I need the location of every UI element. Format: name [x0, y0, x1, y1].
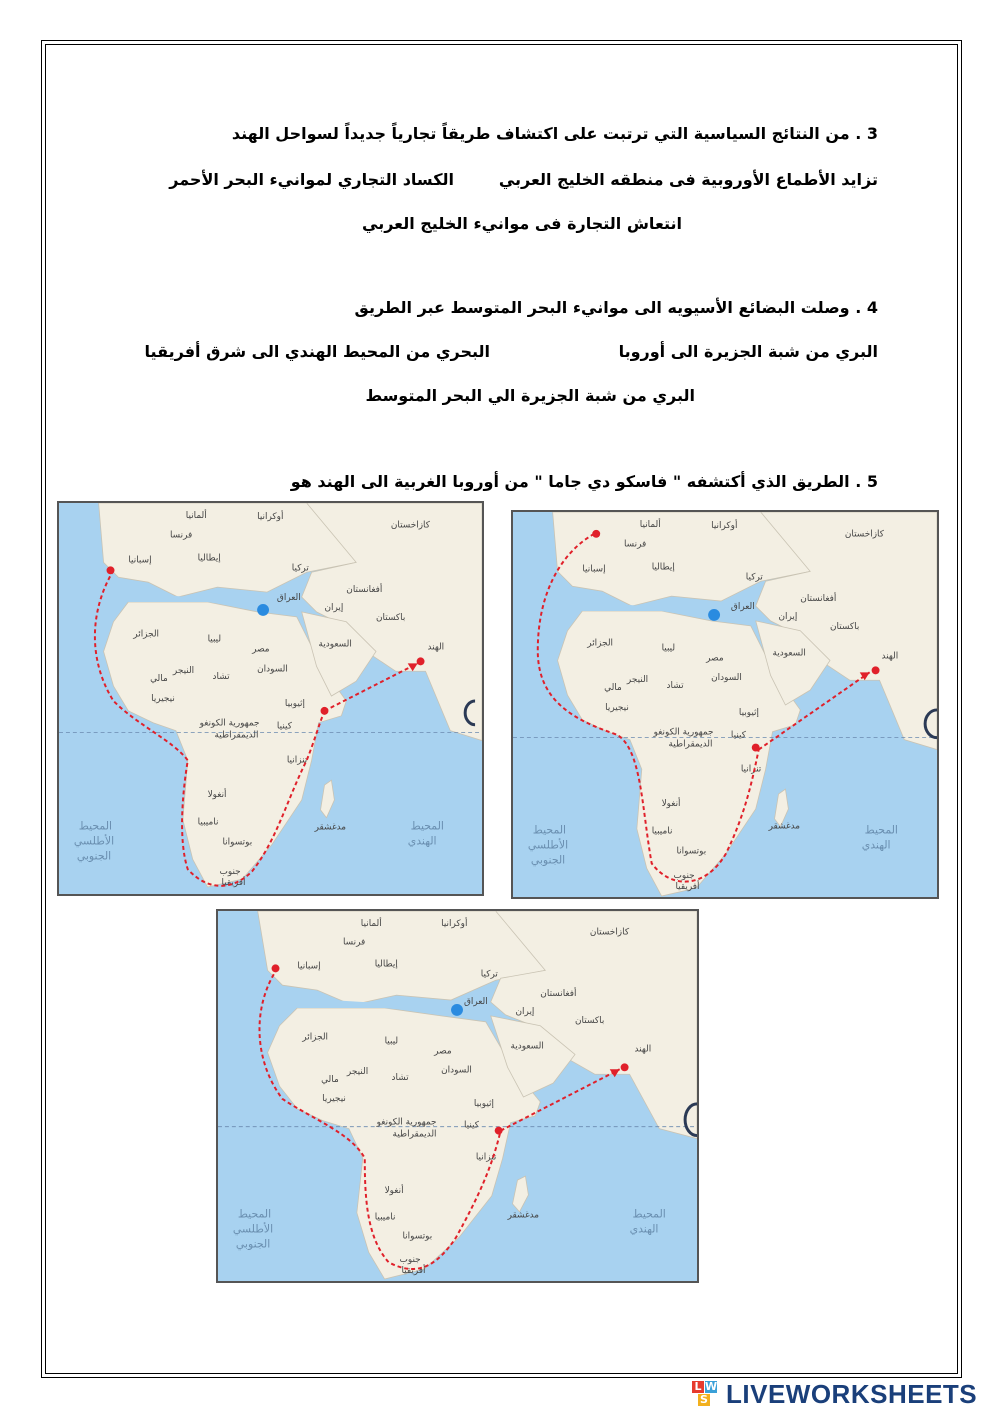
question-4: [355, 298, 878, 317]
svg-text:المحيط: المحيط: [532, 823, 567, 837]
svg-text:المحيط: المحيط: [237, 1207, 272, 1221]
svg-text:أنغولا: أنغولا: [207, 789, 227, 800]
svg-text:السودان: السودان: [711, 673, 742, 684]
svg-text:كينيا: كينيا: [276, 721, 292, 732]
svg-text:الجنوبي: الجنوبي: [235, 1237, 271, 1251]
svg-text:السودان: السودان: [257, 664, 288, 675]
svg-text:جمهورية الكونغو: جمهورية الكونغو: [199, 718, 260, 729]
logo-letter-s: S: [698, 1394, 710, 1406]
svg-text:الجزائر: الجزائر: [587, 638, 614, 649]
logo-letter-l: L: [692, 1381, 704, 1393]
svg-text:تنزانيا: تنزانيا: [740, 764, 762, 775]
svg-text:مدغشقر: مدغشقر: [768, 821, 801, 832]
svg-text:أفغانستان: أفغانستان: [346, 585, 383, 596]
svg-text:الهند: الهند: [634, 1044, 652, 1055]
svg-text:إيران: إيران: [324, 602, 344, 613]
q3-option-1[interactable]: تزايد الأطماع الأوروبية فى منطقه الخليج العربي: [498, 170, 878, 189]
route-map-option-3[interactable]: [216, 909, 699, 1283]
svg-text:تركيا: تركيا: [480, 969, 498, 980]
svg-text:الهندي: الهندي: [629, 1222, 659, 1236]
svg-text:إيران: إيران: [515, 1006, 535, 1017]
svg-text:مصر: مصر: [252, 644, 270, 655]
svg-text:الجنوبي: الجنوبي: [76, 849, 112, 863]
svg-text:المحيط: المحيط: [632, 1207, 666, 1221]
svg-text:إيطاليا: إيطاليا: [197, 553, 221, 564]
question-4-text: وصلت البضائع الأسيويه الى موانيء البحر المتوسط عبر الطريق: [354, 298, 850, 317]
svg-text:مالي: مالي: [604, 683, 622, 694]
svg-text:إسبانيا: إسبانيا: [297, 961, 321, 972]
svg-text:فرنسا: فرنسا: [623, 539, 647, 550]
svg-text:أفغانستان: أفغانستان: [800, 594, 837, 605]
question-4-number: 4 .: [855, 298, 878, 317]
svg-text:ناميبيا: ناميبيا: [374, 1212, 396, 1223]
svg-text:تنزانيا: تنزانيا: [475, 1152, 497, 1163]
svg-text:الأطلسي: الأطلسي: [73, 834, 115, 848]
svg-text:فرنسا: فرنسا: [169, 530, 193, 541]
svg-text:أنغولا: أنغولا: [384, 1185, 404, 1196]
q4-option-3[interactable]: البري من شبة الجزيرة الي البحر المتوسط: [365, 386, 695, 405]
svg-text:كينيا: كينيا: [463, 1120, 479, 1131]
svg-text:أوكرانيا: أوكرانيا: [441, 918, 468, 929]
question-5-number: 5 .: [855, 472, 878, 491]
svg-text:فرنسا: فرنسا: [342, 937, 366, 948]
svg-text:بوتسوانا: بوتسوانا: [676, 846, 707, 857]
svg-text:الأطلسي: الأطلسي: [527, 838, 569, 852]
svg-text:كازاخستان: كازاخستان: [589, 927, 630, 938]
svg-text:الهند: الهند: [427, 642, 445, 653]
svg-text:ناميبيا: ناميبيا: [651, 826, 673, 837]
logo-letter-w: W: [705, 1380, 718, 1393]
svg-text:أفريقيا: أفريقيا: [675, 882, 700, 893]
svg-text:ألمانيا: ألمانيا: [360, 918, 382, 929]
svg-text:نيجيريا: نيجيريا: [605, 702, 629, 713]
q3-option-3[interactable]: انتعاش التجارة فى موانيء الخليج العربي: [362, 214, 682, 233]
svg-text:الديمقراطية: الديمقراطية: [668, 739, 713, 750]
svg-text:العراق: العراق: [730, 601, 755, 612]
svg-text:تشاد: تشاد: [666, 681, 684, 692]
svg-text:ألمانيا: ألمانيا: [639, 519, 661, 530]
svg-text:باكستان: باكستان: [376, 612, 406, 623]
svg-text:الديمقراطية: الديمقراطية: [214, 730, 259, 741]
svg-text:إيطاليا: إيطاليا: [651, 562, 675, 573]
question-3-number: 3 .: [855, 124, 878, 143]
svg-text:نيجيريا: نيجيريا: [322, 1093, 346, 1104]
svg-text:بوتسوانا: بوتسوانا: [222, 837, 253, 848]
svg-text:إيطاليا: إيطاليا: [374, 959, 398, 970]
svg-text:أوكرانيا: أوكرانيا: [257, 511, 284, 522]
liveworksheets-wordmark: LIVEWORKSHEETS: [726, 1378, 978, 1409]
svg-text:إثيوبيا: إثيوبيا: [473, 1098, 495, 1109]
svg-text:تركيا: تركيا: [291, 563, 309, 574]
svg-text:النيجر: النيجر: [172, 666, 195, 677]
svg-text:الأطلسي: الأطلسي: [232, 1222, 274, 1236]
svg-text:العراق: العراق: [276, 593, 301, 604]
svg-text:السعودية: السعودية: [318, 639, 352, 650]
svg-text:ليبيا: ليبيا: [661, 643, 676, 654]
svg-text:ألمانيا: ألمانيا: [185, 510, 207, 521]
question-5: [291, 472, 878, 491]
svg-text:النيجر: النيجر: [346, 1067, 369, 1078]
q3-option-2[interactable]: الكساد التجاري لموانيء البحر الأحمر: [169, 170, 454, 189]
svg-text:جمهورية الكونغو: جمهورية الكونغو: [376, 1117, 437, 1128]
svg-text:جنوب: جنوب: [399, 1255, 421, 1266]
svg-text:جنوب: جنوب: [673, 871, 695, 882]
svg-text:الهند: الهند: [881, 651, 899, 662]
route-map-option-2[interactable]: [511, 510, 939, 899]
svg-text:مصر: مصر: [706, 653, 724, 664]
svg-text:السودان: السودان: [441, 1065, 472, 1076]
q4-option-2[interactable]: البحري من المحيط الهندي الى شرق أفريقيا: [144, 342, 490, 361]
svg-text:ناميبيا: ناميبيا: [197, 817, 219, 828]
svg-text:مدغشقر: مدغشقر: [314, 822, 347, 833]
svg-text:كازاخستان: كازاخستان: [844, 529, 885, 540]
svg-text:المحيط: المحيط: [410, 819, 444, 833]
svg-text:المحيط: المحيط: [864, 823, 898, 837]
svg-text:ليبيا: ليبيا: [207, 634, 222, 645]
svg-text:باكستان: باكستان: [830, 621, 860, 632]
liveworksheets-logo-icon: [692, 1381, 722, 1407]
svg-text:مدغشقر: مدغشقر: [507, 1210, 540, 1221]
svg-text:كازاخستان: كازاخستان: [390, 520, 431, 531]
svg-text:الديمقراطية: الديمقراطية: [392, 1129, 437, 1140]
svg-text:الجنوبي: الجنوبي: [530, 853, 566, 867]
svg-text:باكستان: باكستان: [575, 1015, 605, 1026]
svg-text:أفريقيا: أفريقيا: [401, 1266, 426, 1277]
svg-text:إثيوبيا: إثيوبيا: [284, 698, 305, 709]
svg-text:أفريقيا: أفريقيا: [221, 878, 246, 889]
svg-text:الهندي: الهندي: [861, 838, 891, 852]
svg-text:تشاد: تشاد: [212, 672, 230, 683]
svg-text:الهندي: الهندي: [407, 834, 437, 848]
svg-text:كينيا: كينيا: [730, 730, 746, 741]
svg-text:النيجر: النيجر: [626, 675, 649, 686]
svg-text:الجزائر: الجزائر: [133, 629, 160, 640]
svg-text:مالي: مالي: [321, 1075, 339, 1086]
svg-text:إيران: إيران: [778, 611, 798, 622]
svg-text:تركيا: تركيا: [745, 572, 763, 583]
svg-text:جمهورية الكونغو: جمهورية الكونغو: [653, 727, 714, 738]
svg-text:ليبيا: ليبيا: [384, 1036, 399, 1047]
svg-text:أنغولا: أنغولا: [661, 798, 681, 809]
svg-text:تنزانيا: تنزانيا: [286, 755, 308, 766]
svg-text:نيجيريا: نيجيريا: [151, 693, 175, 704]
question-3: [232, 124, 878, 143]
q4-option-1[interactable]: البري من شبة الجزيرة الى أوروبا: [618, 342, 878, 361]
svg-text:العراق: العراق: [463, 997, 488, 1007]
svg-text:تشاد: تشاد: [391, 1073, 409, 1084]
svg-text:السعودية: السعودية: [772, 648, 806, 659]
question-3-text: من النتائج السياسية التي ترتبت على اكتشاف طريقاً تجارياً جديداً لسواحل الهند: [231, 124, 850, 143]
svg-text:السعودية: السعودية: [510, 1041, 544, 1052]
svg-text:الجزائر: الجزائر: [302, 1032, 329, 1043]
route-map-option-1[interactable]: [57, 501, 484, 896]
svg-text:مالي: مالي: [150, 674, 168, 685]
svg-text:أوكرانيا: أوكرانيا: [711, 520, 738, 531]
question-5-text: الطريق الذي أكتشفه " فاسكو دي جاما " من أوروبا الغربية الى الهند هو: [290, 472, 850, 491]
svg-text:أفغانستان: أفغانستان: [540, 989, 577, 1000]
svg-text:المحيط: المحيط: [78, 819, 113, 833]
svg-text:بوتسوانا: بوتسوانا: [402, 1231, 433, 1242]
svg-text:إثيوبيا: إثيوبيا: [738, 707, 760, 718]
liveworksheets-brand: [692, 1378, 977, 1410]
svg-text:إسبانيا: إسبانيا: [128, 555, 152, 566]
svg-text:مصر: مصر: [434, 1046, 452, 1057]
svg-text:جنوب: جنوب: [219, 867, 241, 878]
svg-text:إسبانيا: إسبانيا: [582, 564, 606, 575]
